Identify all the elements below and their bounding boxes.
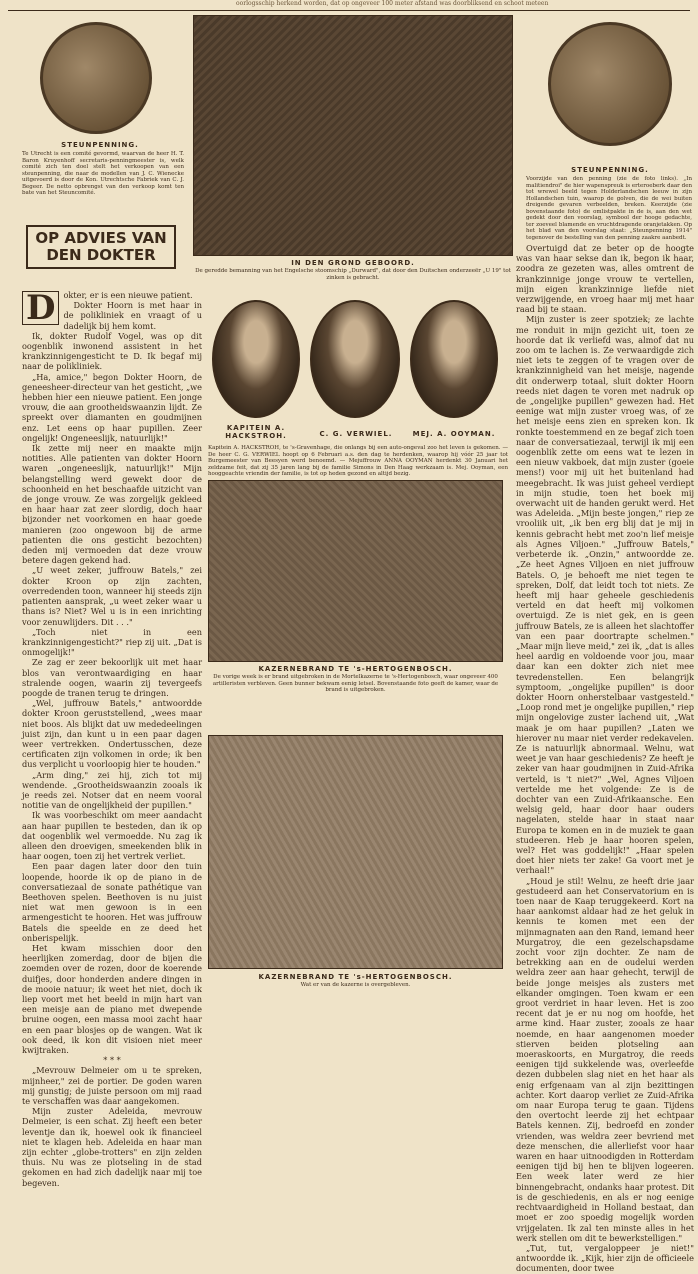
paragraph: * * * — [103, 1055, 121, 1066]
drop-cap: D — [22, 291, 59, 325]
top-rule — [8, 10, 690, 11]
article-column-1 — [22, 288, 202, 1188]
paragraph: „Ha, amice," begon Dokter Hoorn, de geneesheer-directeur van het gesticht, „we hebben hier een nieuwe patient. Een jonge vrouw, die aan grootheidswaanzin lijdt. Ze spreekt over diamanten en goudmijnen enz. Let eens op haar pupillen. Zeer ongelijk! Ongeneeslijk, natuurlijk!" — [22, 371, 202, 443]
medal-right-text: Voorzijde van den penning (zie de foto links). „In malitiendroi" de hier wapenspreuk is erteroeberk daar den tot wrewel beeld tegen Holderlandschen leeuw in zijn Hollandschen tuin, waarop de golven, die de wei buiten dreigende gevaren verbeelden, breken. Keerzijde (zie bovenstaande foto) de omlistpakte in de is, aan den wet gedekt door den voorslag, symbool der hooge gedachte, ter zoeveel blamende en vruchtdragende oranjetakken. Op het blad van den voorslag staat: „Steunpenning 1914" tegenover de bestelling van den penning zaakre aanbedt. — [526, 176, 692, 241]
portrait-hackstroh — [212, 300, 300, 418]
paragraph: „Tut, tut, vergaloppeer je niet!" antwoordde ik. „Kijk, hier zijn de officieele documenten, door twee — [516, 1242, 694, 1274]
fire2-subcaption: Wat er van de kazerne is overgebleven. — [300, 982, 411, 988]
barracks-ruins-photo — [208, 735, 503, 969]
portrait-name-2: C. G. VERWIEL. — [319, 430, 393, 438]
paragraph: Ik zette mij neer en maakte mijn notities. Alle patienten van dokter Hoorn waren „ongeneeslijk, natuurlijk!" Mijn belangstelling werd gewekt door de schoonheid en het beschaafde uitzicht van de jonge vrouw. Ze was zorgelijk gekleed en haar haar zat zeer slordig, doch haar bijzonder net voorkomen en haar goede manieren (zoo ongewoon bij de arme patienten die ons gesticht bezochten) deden mij vermoeden dat deze vrouw betere dagen gekend had. — [22, 443, 202, 566]
paragraph: okter, er is een nieuwe patient. — [63, 290, 193, 300]
paragraph: „Houd je stil! Welnu, ze heeft drie jaar gestudeerd aan het Conservatorium en is toen naar de Kaap teruggekeerd. Kort na haar aankomst aldaar had ze het geluk in kennis te komen met een der mijnmagnaten aan den Rand, iemand heer Murgatroy, die een gezelschapsdame zocht voor zijn dochter. Ze nam de betrekking aan en de oudelui werden weldra zeer aan haar gehecht, terwijl de beide jonge meisjes als zusters met elkander omgingen. Toen kwam er een groot verdriet in haar leven. Het is zoo recent dat je er nu nog om hoofde, het arme kind. Haar zuster, zooals ze haar noemde, en haar aangenomen moeder stierven beiden plotseling aan moeraskoorts, en Murgatroy, die reeds eenigen tijd sukkelende was, overleefde dezen dubbelen slag niet en het haar als enig erfgenaam van al zijn bezittingen achter. Kort daarop verliet ze Zuid-Afrika om naar Europa terug te gaan. Tijdens den overtocht leerde zij het echtpaar Batels kennen. Zij, bedroefd en zonder vrienden, was weldra zeer bevriend met deze menschen, die allerliefst voor haar waren en haar uitnoodigden in Rotterdam eenigen tijd bij hen te blijven logeeren. Een week later werd ze hier binnengebracht, ondanks haar protest. Dit is de geschiedenis, en als er nog eenige rechtvaardigheid in Holland bestaat, dan moet er zoo spoedig mogelijk worden vrijgelaten. Ik zal ten minste alles in het werk stellen om dit te bewerkstelligen." — [516, 875, 694, 1243]
paragraph: „Wel, juffrouw Batels," antwoordde dokter Kroon geruststellend, „wees maar niet boos. Als blijkt dat uw mededeelingen juist zijn, dan kunt u in een paar dagen weer vertrekken. Ondertusschen, deze certificaten zijn volkomen in orde; ik ben dus verplicht u voorloopig hier te houden." — [22, 698, 202, 770]
portrait-ooyman — [410, 300, 498, 418]
fire1-caption: KAZERNEBRAND TE 's-HERTOGENBOSCH. — [258, 665, 453, 673]
article-headline: OP ADVIES VAN DEN DOKTER — [26, 225, 176, 269]
fire2-caption: KAZERNEBRAND TE 's-HERTOGENBOSCH. — [258, 973, 453, 981]
paragraph: Ik, dokter Rudolf Vogel, was op dit oogenblik inwonend assistent in het krankzinnigengesticht te D. Ik begaf mij naar de polikliniek. — [22, 330, 202, 372]
medal-left-caption: STEUNPENNING. — [61, 141, 139, 149]
portrait-verwiel — [310, 300, 400, 418]
paragraph: Ik was voorbeschikt om meer aandacht aan haar pupillen te besteden, dan ik op dat oogenblik wel vermoedde. Nu zag ik alleen den droevigen, smeekenden blik in haar oogen, toen zij het vertrek verliet. — [22, 810, 202, 862]
article-column-3 — [516, 243, 694, 1274]
crew-photo-caption: IN DEN GROND GEBOORD. — [291, 259, 415, 267]
paragraph: „U weet zeker, juffrouw Batels," zei dokter Kroon op zijn zachten, overredenden toon, wanneer hij steeds zijn patienten aansprak, „u weet zeker waar u thans is? Niet? Wel u is in een inrichting voor zenuwlijders. Dit . . ." — [22, 565, 202, 627]
portrait-name-1: KAPITEIN A. HACKSTROH. — [225, 424, 287, 440]
paragraph: Ze zag er zeer bekoorlijk uit met haar blos van verontwaardiging en haar stralende oogen, waarin zij tevergeefs poogde de tranen terug te dringen. — [22, 657, 202, 698]
paragraph: „Toch niet in een krankzinnigengesticht?" riep zij uit. „Dat is onmogelijk!" — [22, 626, 202, 658]
portraits-caption: Kapitein A. HACKSTROH, te 's-Gravenhage, die onlangs bij een auto-ongeval zoo het leven is gekomen. — De heer C. G. VERWIEL hoopt op 6 Februari a.s. den dag te herdenken, waarop hij vóór 25 jaar tot Burgemeester van Beesyen werd benoemd. — Mejuffrouw ANNA OOYMAN herdenkt 30 Januari het zeldzame feit, dat zij 35 jaren lang bij de familie Simons in Den Haag werkzaam is. Mej. Ooyman, een hooggeachte vriendin der familie, is tot op heden gezond en altijd bezig. — [208, 445, 508, 477]
crew-photo — [193, 15, 513, 256]
barracks-interior-photo — [208, 480, 503, 662]
paragraph: Mijn zuster is zeer spotziek; ze lachte me ronduit in mijn gezicht uit, toen ze hoorde dat ik verliefd was, almof dat nu zoo om te lachen is. Ze verwaardigde zich niet iets te zeggen of te vragen over de krankzinnigheid van het meisje, nagende dit onderwerp totaal, sluit dokter Hoorn reeds niet dagen te voren met nadruk op de „ongelijke pupillen" gewezen had. Het eenige wat mijn zuster vroeg was, of ze het meisje eens zien en spreken kon. Ik ronkte toestemmend en ze begaf zich toen naar de conversatiezaal, terwijl ik mij een oogenblik zette om eens wat te lezen in een nieuw vakboek, dat mijn zuster (goeie mens!) voor mij uit het buitenland had meegebracht. Ik was juist geheel verdiept in mijn studie, toen het boek mij overwacht uit de handen gerukt werd. Het was Adeleida. „Mijn beste jongen," riep ze vrooliik uit, „ik ben erg blij dat je mij in kennis gebracht hebt met zoo'n lief meisje als Agnes Viljoen." „Juffrouw Batels," verbeterde ik. „Onzin," antwoordde ze. „Ze heet Agnes Viljoen en niet juffrouw Batels. O, je behoeft me niet tegen te spreken, Dolf, dat leidt toch tot niets. Ze heeft mij haar geheele geschiedenis verteld en dat heeft mij volkomen overtuigd. Ze is niet gek, en is geen juffrouw Batels, ze is alleen het slachtoffer van een paar doortrapte schelmen." „Maar mijn lieve meid," zei ik, „dat is alles heel aardig en voldoende voor jou, maar daar kan een dokter zich niet mee tevredenstellen. Een belangrijk symptoom, „ongelijke pupillen" is door dokter Hoorn onherstelbaar vastgesteld." „Loop rond met je ongelijke pupillen," riep mijn ongelovige zuster lachend uit, „Wat maak je om haar pupillen? „Laten we hierover nu maar niet verder redekavelen. Ze is natuurlijk abnormaal. Welnu, wat weet je van haar geschiedenis? Ze heeft je zeker van haar goudmijnen in Zuid-Afrika verteld, is 't niet?" „Wel, Agnes Viljoen vertelde me het volgende: Ze is de dochter van een Zuid-Afrikaansche. Een welsig geld, haar door haar ouders nagelaten, stelde haar in staat naar Europa te komen en in de muziek te gaan studeeren. Heb je haar hooren spelen, wel? Het was goddelijk!" „Haar spelen doet hier niets ter zake! Ga voort met je verhaal!" — [516, 314, 694, 876]
medal-left-text: Te Utrecht is een comité gevormd, waarvan de heer H. T. Baron Kruyenhoff secretaris-penningmeester is, welk comité zich ten doel stelt het verkoopen van een steunpenning, die naar de modellen van J. C. Wienecke uitgevoerd is door de Kon. Utrechtsche Fabriek van C. J. Begeer. De netto opbrengst van den verkoop komt ten bate van het Steuncomité. — [22, 151, 184, 196]
paragraph: „Arm ding," zei hij, zich tot mij wendende. „Grootheidswaanzin zooals ik je reeds zei. Notser dat en neem vooral notitie van de ongelijkheid der pupillen." — [22, 769, 202, 811]
paragraph: „Mevrouw Delmeier om u te spreken, mijnheer," zei de portier. De goden waren mij gunstig; de juiste persoon om mij raad te verschaffen was daar aangekomen. — [22, 1065, 202, 1107]
paragraph: Het kwam misschien door den heerlijken zomerdag, door de bijen die zoemden over de rozen, door de koerende duifjes, door honderden andere dingen in de mooie natuur; ik weet het niet, doch ik liep voort met het beeld in mijn hart van een meisje aan de piano met dwepende bruine oogen, een massa mooi zacht haar en een paar blosjes op de wangen. Wat ik ook deed, ik kon dit visioen niet meer kwijtraken. — [22, 943, 202, 1056]
portrait-name-3: MEJ. A. OOYMAN. — [412, 430, 496, 438]
paragraph: Dokter Hoorn is met haar in de polikliniek en vraagt of u dadelijk bij hem komt. — [63, 300, 202, 331]
medal-right-caption: STEUNPENNING. — [571, 166, 649, 174]
paragraph: Overtuigd dat ze beter op de hoogte was van haar sekse dan ik, begon ik haar, zoodra ze gezeten was, alles omtrent de krankzinnige jonge vrouw te vertellen, mijn eigen krankzinnige liefde niet verzwijgende, en vroeg haar mij met haar raad bij te staan. — [516, 243, 694, 315]
top-text-strip: oorlogsschip herkend worden, dat op ongeveer 100 meter afstand was doorbliksend en schoot meteen — [236, 0, 549, 7]
medal-back-image — [548, 22, 672, 146]
crew-photo-subcaption: De geredde bemanning van het Engelsche stoomschip „Durward", dat door den Duitschen onderzeeër „U 19" tot zinken is gebracht. — [195, 268, 511, 281]
paragraph: Mijn zuster Adeleida, mevrouw Delmeier, is een schat. Zij heeft een beter leventje dan ik, hoewel ook ik financieel niet te klagen heb. Adeleida en haar man zijn echter „globe-trotters" en zijn zelden thuis. Nu was ze plotseling in de stad gekomen en had zich dadelijk naar mij toe begeven. — [22, 1106, 202, 1188]
paragraph: Een paar dagen later door den tuin loopende, hoorde ik op de piano in de conversatiezaal de sonate pathétique van Beethoven spelen. Beethoven is nu juist niet wat men gewoon is in een armengesticht te hooren. Het was juffrouw Batels die speelde en ze deed het onberispelijk. — [22, 861, 202, 943]
fire1-subcaption: De vorige week is er brand uitgebroken in de Mortelkazerne te 's-Hertogenbosch, waar ongeveer 400 artilleristen verbleven. Geen bunner bekwam eenig letsel. Bovenstaande foto geeft de kamer, waar de brand is uitgebroken. — [212, 674, 499, 693]
medal-front-image — [40, 22, 152, 134]
